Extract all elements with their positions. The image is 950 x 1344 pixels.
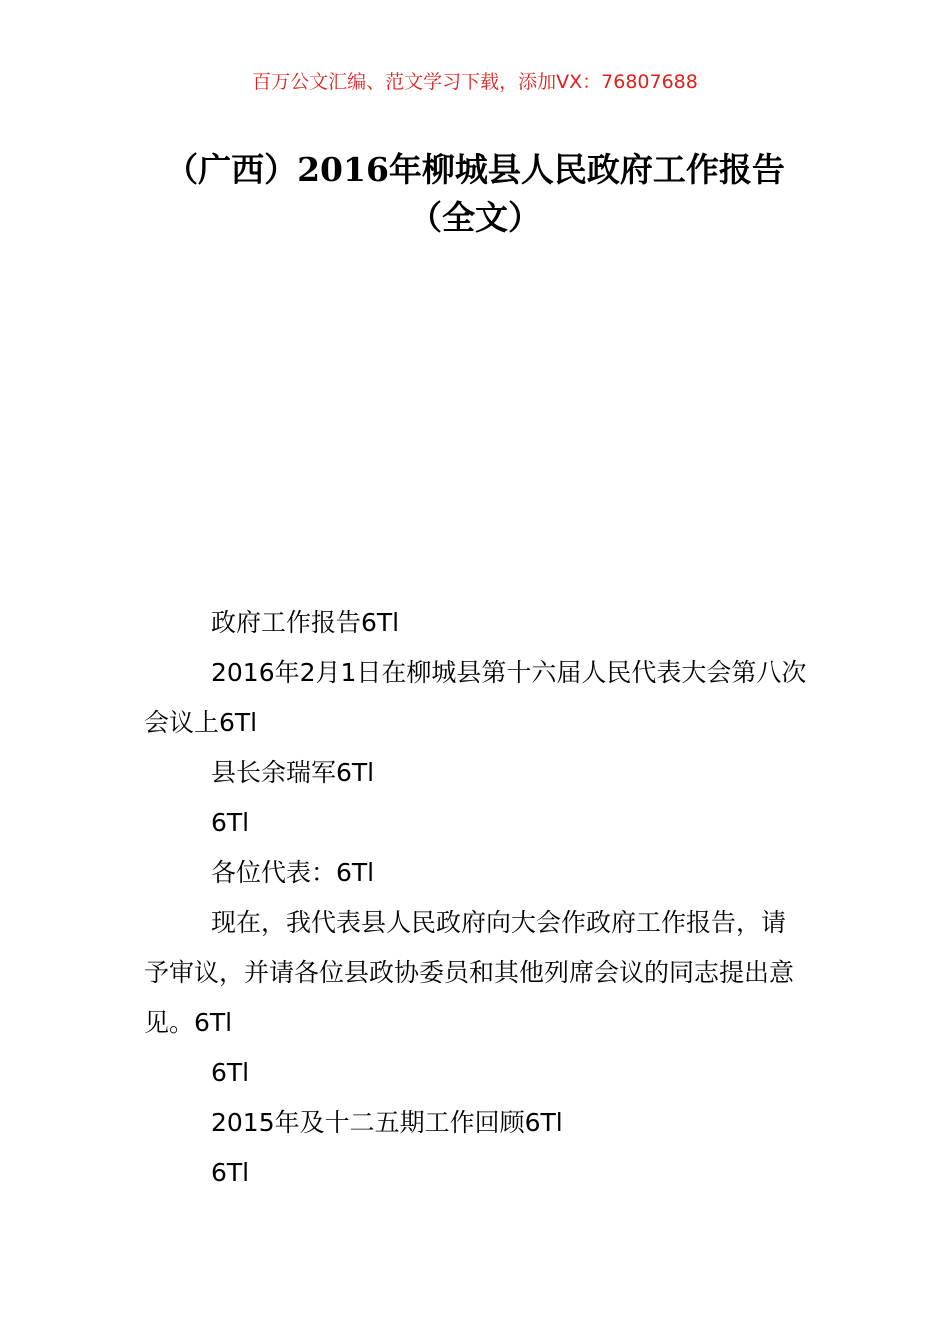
paragraph-section-heading: 2015年及十二五期工作回顾6Tl [211, 1108, 563, 1137]
paragraph-opening: 现在，我代表县人民政府向大会作政府工作报告，请予审议，并请各位县政协委员和其他列席会议的同志提出意见。6Tl [144, 908, 795, 1037]
paragraph-marker: 6Tl [211, 808, 250, 837]
document-title-line-2: （全文） [409, 198, 541, 237]
paragraph-report-heading: 政府工作报告6Tl [211, 608, 400, 637]
paragraph-salutation: 各位代表：6Tl [211, 858, 375, 887]
paragraph-meeting-info: 2016年2月1日在柳城县第十六届人民代表大会第八次会议上6Tl [144, 658, 807, 737]
document-title [100, 146, 850, 242]
document-body [144, 598, 808, 1198]
paragraph-marker: 6Tl [211, 1158, 250, 1187]
document-title-line-1: （广西）2016年柳城县人民政府工作报告 [165, 150, 785, 189]
paragraph-marker: 6Tl [211, 1058, 250, 1087]
paragraph-speaker: 县长余瑞军6Tl [211, 758, 375, 787]
header-note: 百万公文汇编、范文学习下载，添加VX：76807688 [252, 71, 698, 93]
